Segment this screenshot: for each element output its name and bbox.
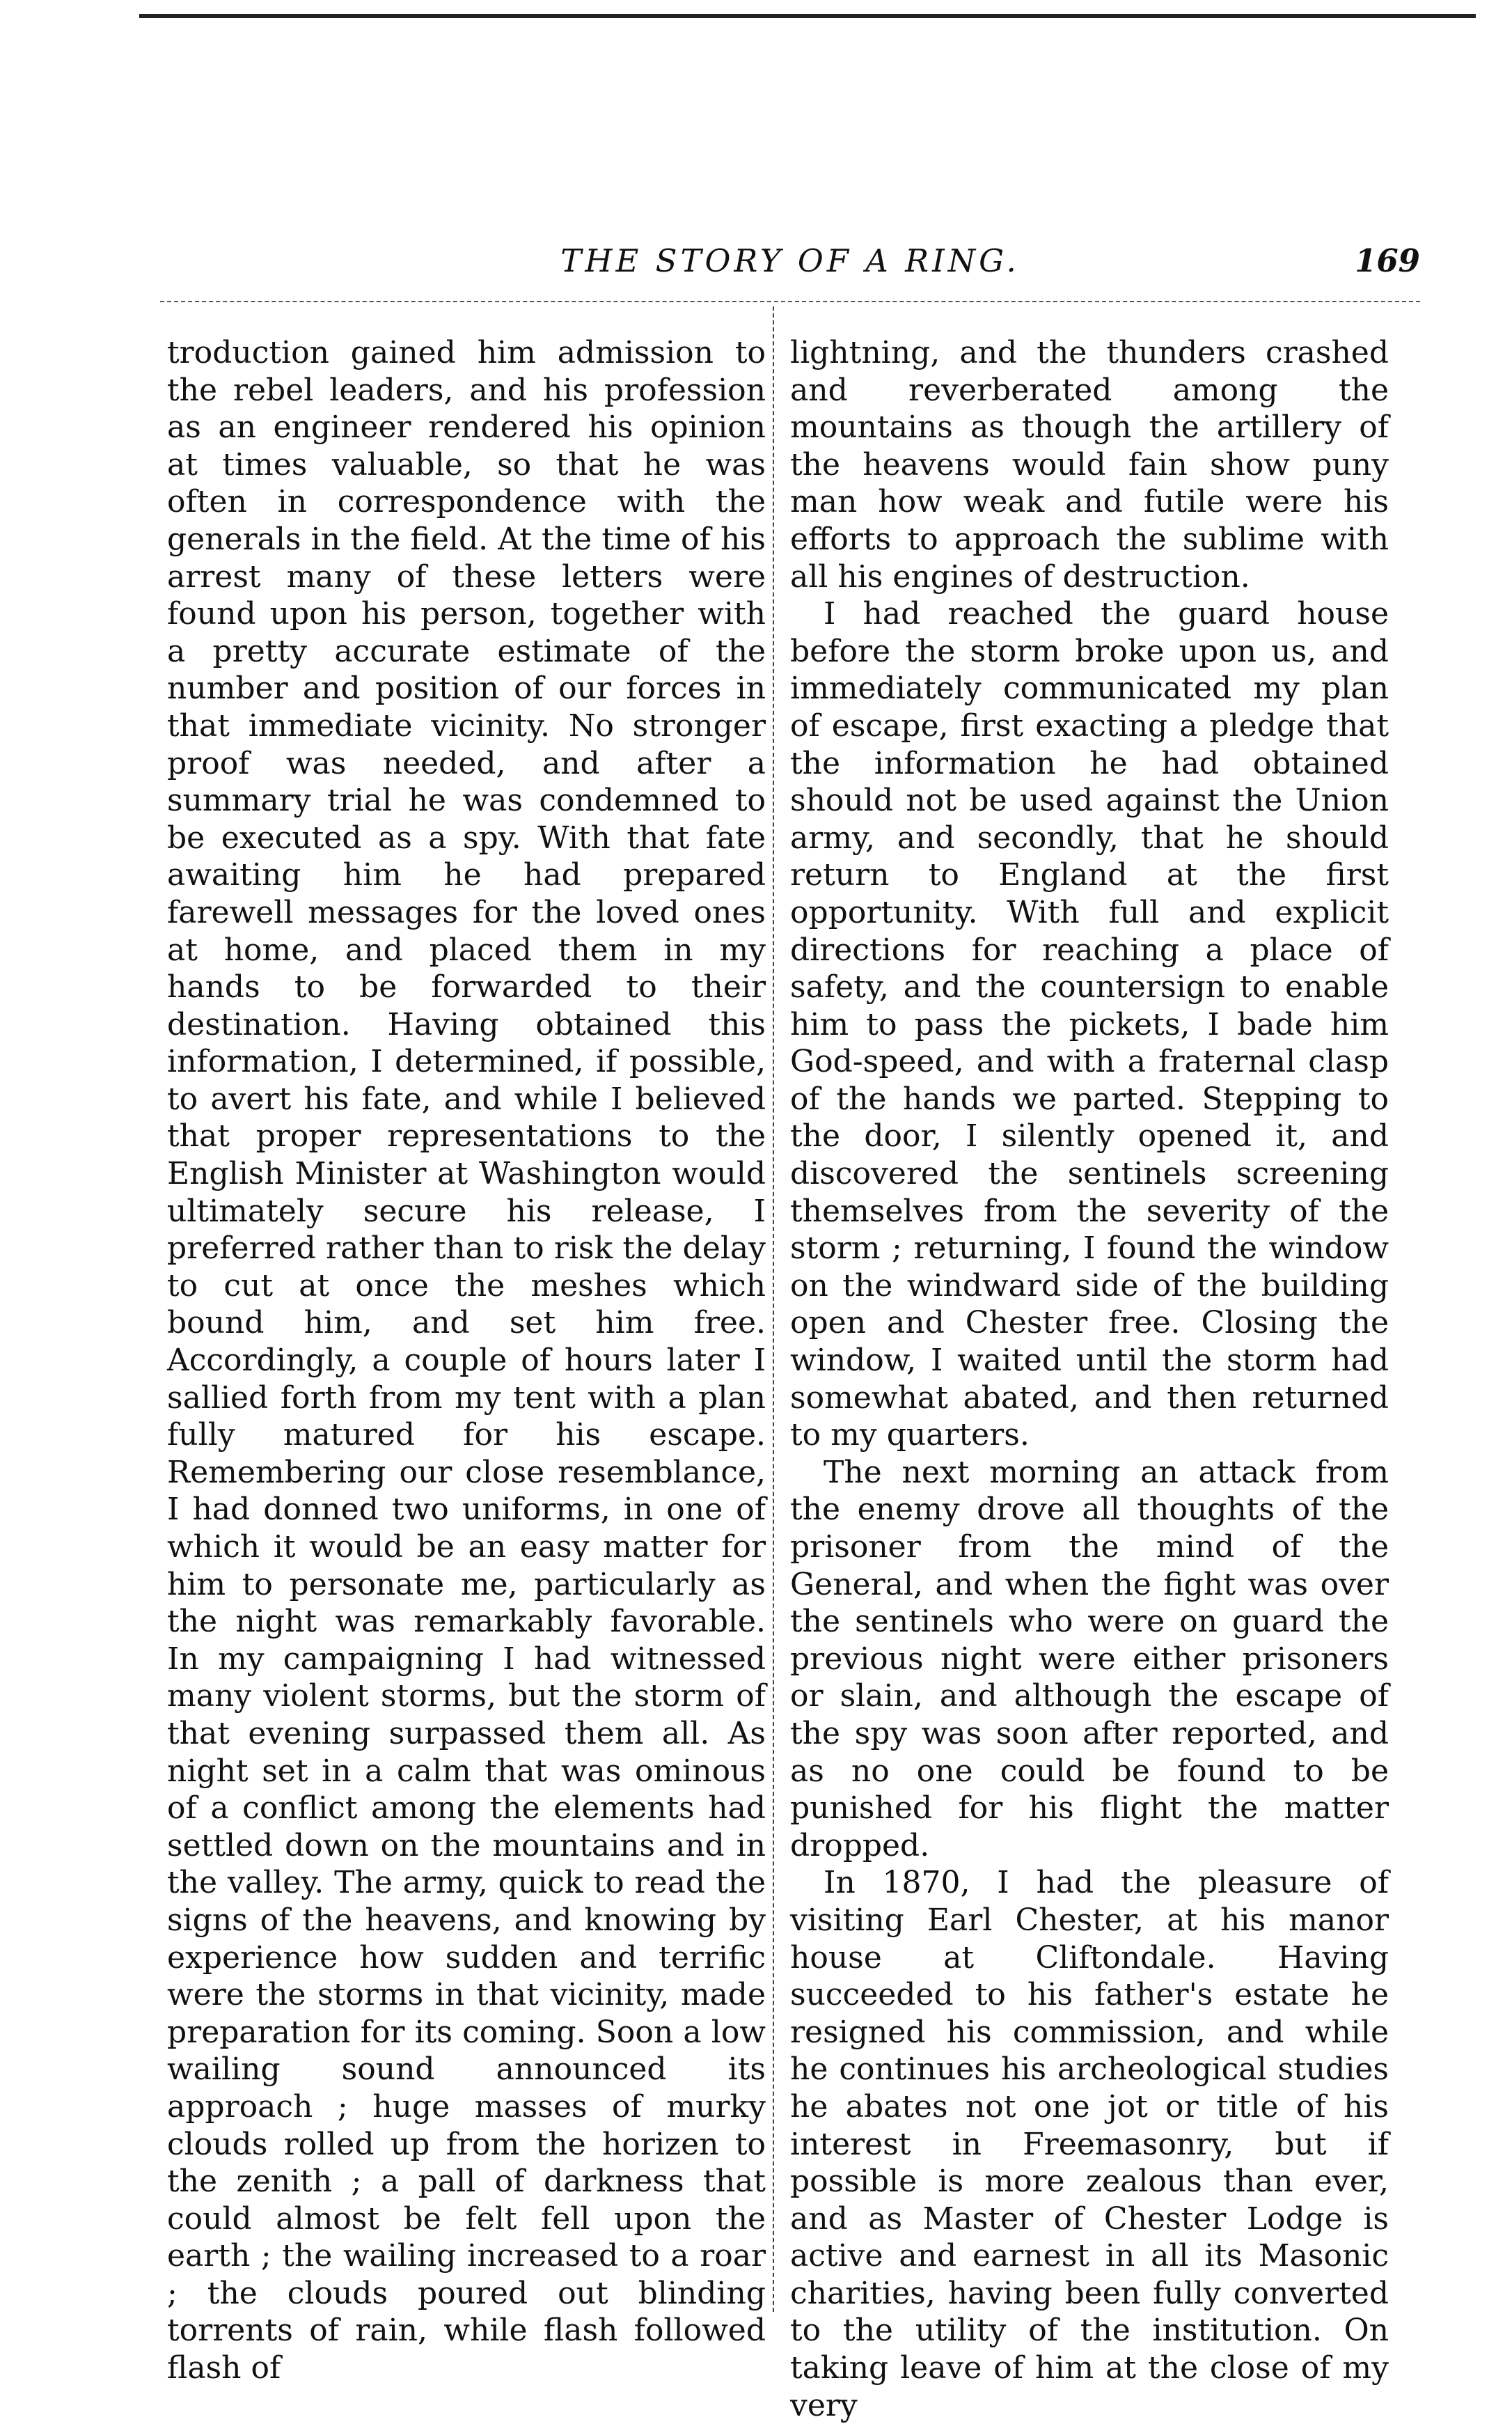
paragraph: troduction gained him admission to the rebel leaders, and his profession as an engineer rendered his opinion at times valuable, so that he was often in correspondence with the generals in the field. At the time of his arrest many of these letters were found upon his person, together with a pretty accurate estimate of the number and position of our forces in that immediate vicinity. No stronger proof was needed, and after a summary trial he was condemned to be executed as a spy. With that fate awaiting him he had prepared farewell messages for the loved ones at home, and placed them in my hands to be forwarded to their destination. Having obtained this information, I determined, if possible, to avert his fate, and while I believed that proper representations to the English Minister at Washington would ultimately secure his release, I preferred rather than to risk the delay to cut at once the meshes which bound him, and set him free. Accordingly, a couple of hours later I sallied forth from my tent with a plan fully matured for his escape. Remembering our close resemblance, I had donned two uniforms, in one of which it would be an easy matter for him to personate me, particularly as the night was remarkably favorable. In my campaigning I had witnessed many violent storms, but the storm of that evening surpassed them all. As night set in a calm that was ominous of a conflict among the elements had settled down on the mountains and in the valley. The army, quick to read the signs of the heavens, and knowing by experience how sudden and terrific were the storms in that vicinity, made preparation for its coming. Soon a low wailing sound announced its approach ; huge masses of murky clouds rolled up from the horizen to the zenith ; a pall of darkness that could almost be felt fell upon the earth ; the wailing increased to a roar ; the clouds poured out blinding torrents of rain, while flash followed flash of — [167, 335, 766, 2386]
paragraph: I had reached the guard house before the storm broke upon us, and immediately communicated my plan of escape, first exacting a pledge that the information he had obtained should not be used against the Union army, and secondly, that he should return to England at the first opportunity. With full and explicit directions for reaching a place of safety, and the countersign to enable him to pass the pickets, I bade him God-speed, and with a fraternal clasp of the hands we parted. Stepping to the door, I silently opened it, and discovered the sentinels screening themselves from the severity of the storm ; returning, I found the window on the windward side of the building open and Chester free. Closing the window, I waited until the storm had somewhat abated, and then returned to my quarters. — [790, 596, 1389, 1453]
page-header — [160, 242, 1420, 291]
header-rule — [160, 301, 1420, 302]
running-head: THE STORY OF A RING. — [560, 242, 1020, 279]
paragraph: The next morning an attack from the enemy drove all thoughts of the prisoner from the mind of the General, and when the fight was over the sentinels who were on guard the previous night were either prisoners or slain, and although the escape of the spy was soon after reported, and as no one could be found to be punished for his flight the matter dropped. — [790, 1454, 1389, 1863]
page-number: 169 — [1355, 242, 1420, 279]
top-border-rule — [139, 14, 1476, 18]
column-divider — [773, 306, 774, 2312]
left-column — [167, 334, 766, 2387]
paragraph: In 1870, I had the pleasure of visiting Earl Chester, at his manor house at Cliftondale. Having succeeded to his father's estate he resigned his commission, and while he continues his archeological studies he abates not one jot or title of his interest in Freemasonry, but if possible is more zealous than ever, and as Master of Chester Lodge is active and earnest in all its Masonic charities, having been fully converted to the utility of the institution. On taking leave of him at the close of my very — [790, 1865, 1389, 2423]
paragraph: lightning, and the thunders crashed and reverberated among the mountains as though the artillery of the heavens would fain show puny man how weak and futile were his efforts to approach the sublime with all his engines of destruction. — [790, 335, 1389, 595]
right-column — [790, 334, 1389, 2424]
